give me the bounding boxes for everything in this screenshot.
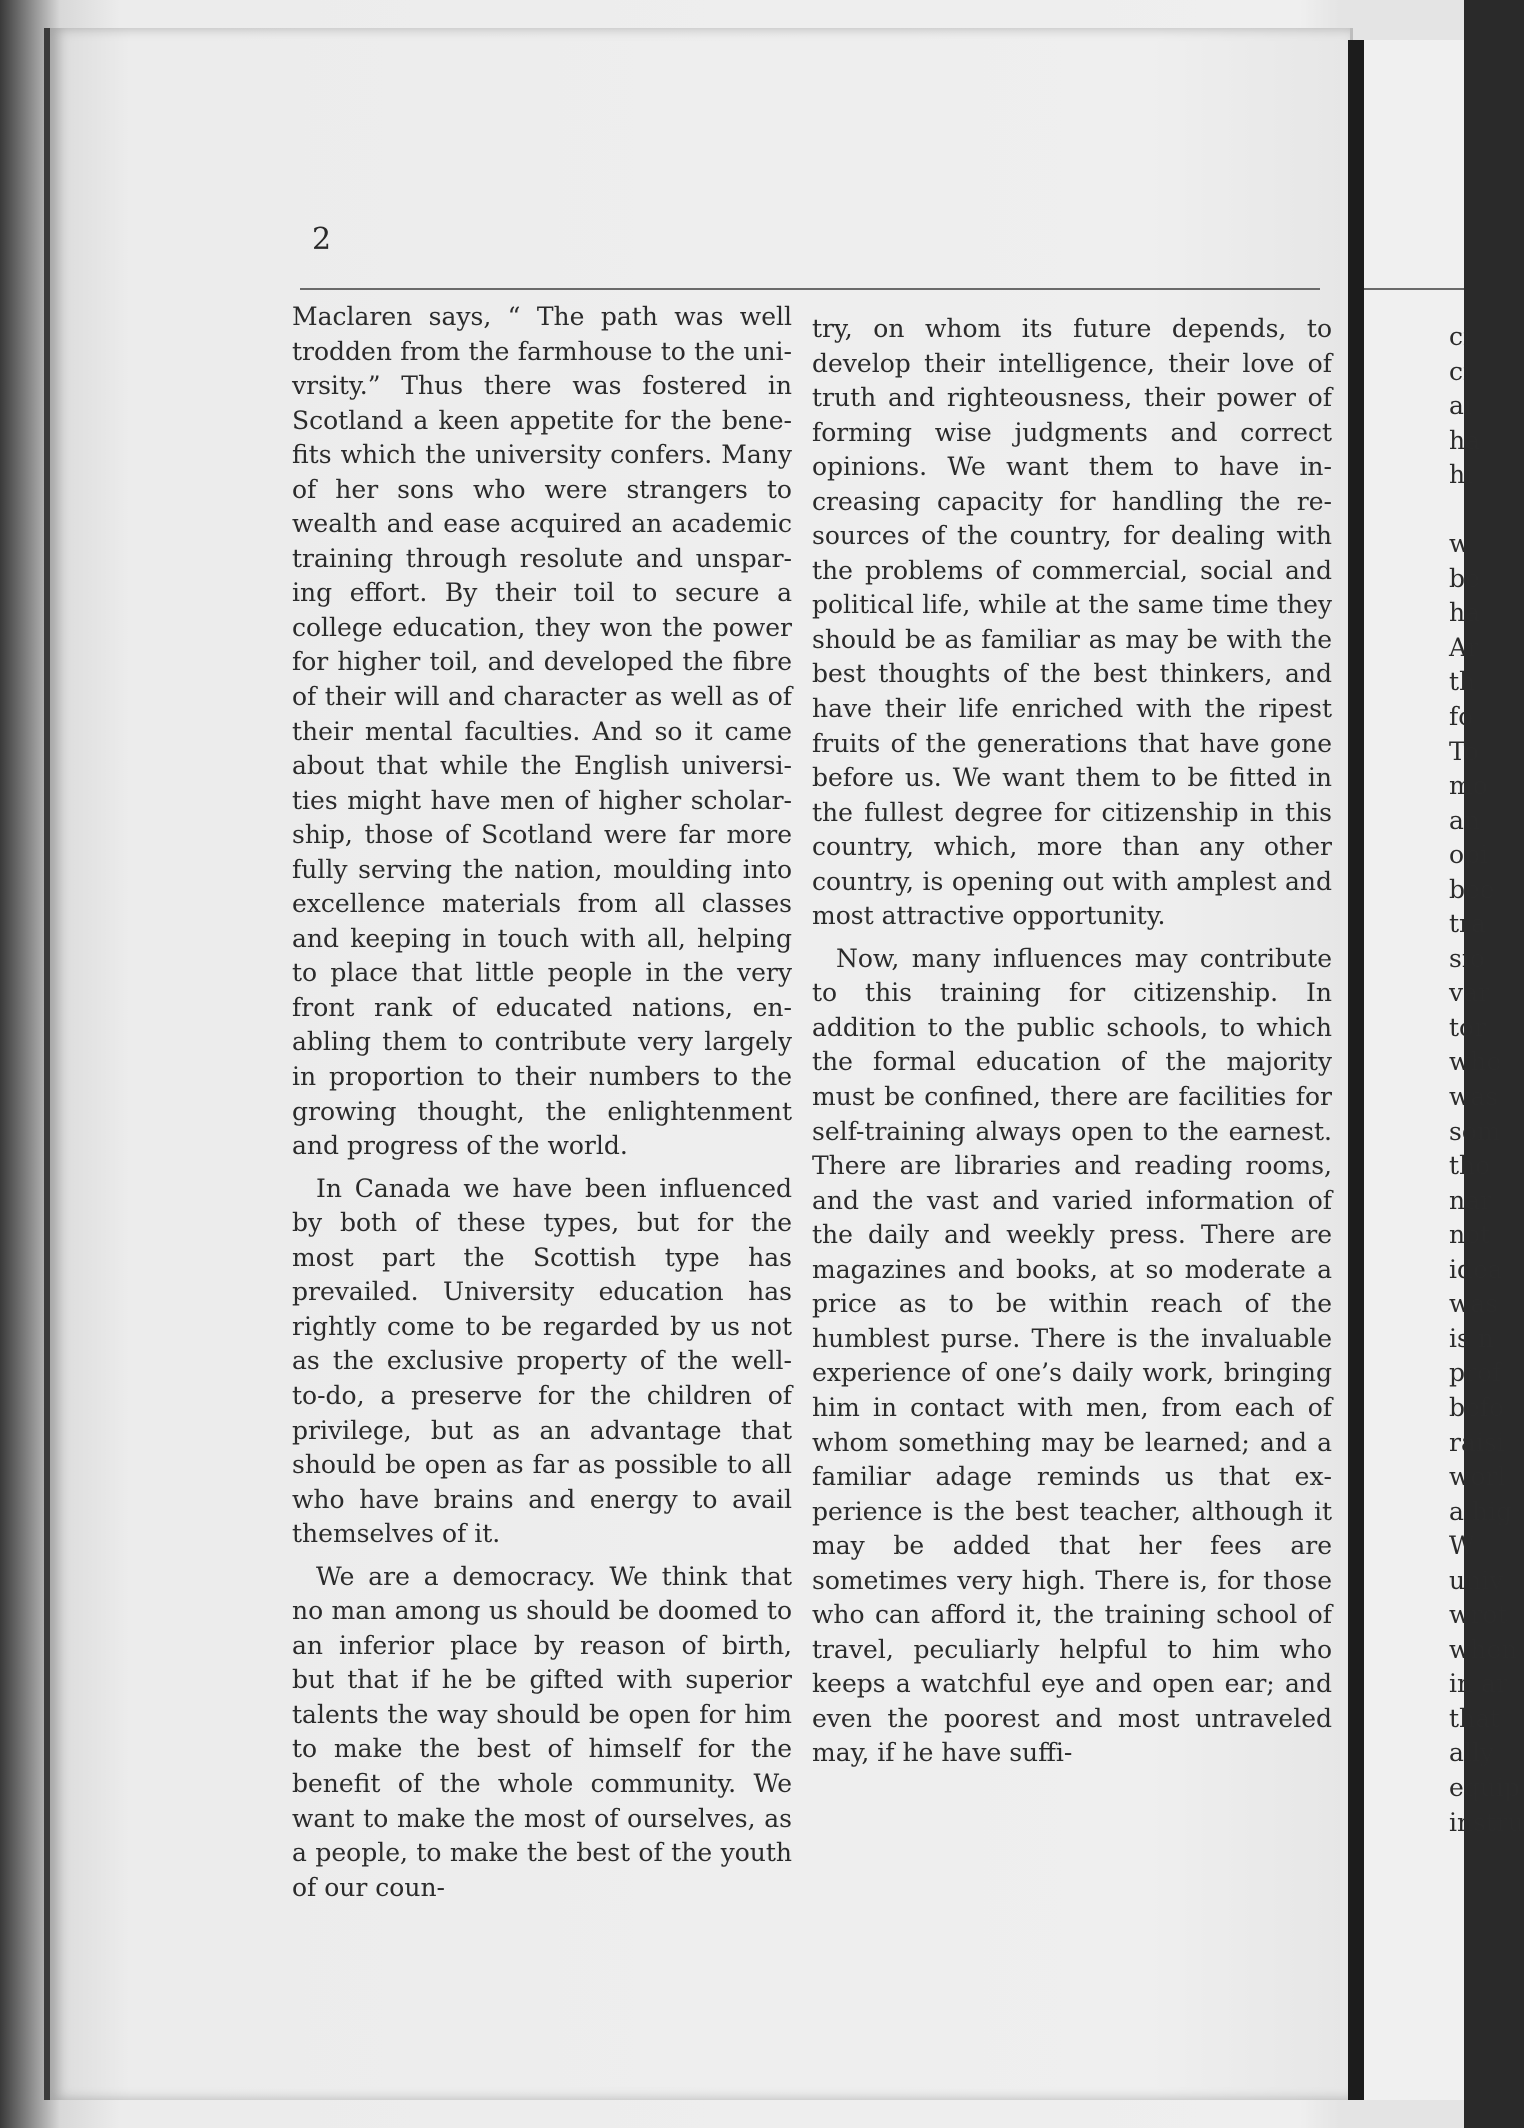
next-page-fragment: var xyxy=(1449,978,1490,1008)
next-page-fragment: prof xyxy=(1449,1358,1502,1388)
next-page-fragment: be xyxy=(1449,563,1480,593)
next-page-fragment: was xyxy=(1449,1082,1499,1112)
next-page-fragment: in ar xyxy=(1449,1669,1508,1699)
paragraph: In Canada we have been influenced by both of these types, but for the most part the Scottish type has prevailed. University education has rightly come to be regarded by us not as the exclusive property of the well-to-do, a preserve for the children of privilege, but as an advantage that should be open as far as possible to all who have brains and energy to avail themselves of it. xyxy=(292,1173,792,1549)
next-page-fragment: mo xyxy=(1449,771,1488,801)
page-number: 2 xyxy=(312,222,332,257)
next-page-fragment xyxy=(1449,493,1524,528)
next-page-fragment: that xyxy=(1449,1703,1501,1733)
next-page-fragment: raisi xyxy=(1449,1427,1505,1457)
next-page-fragment: ci xyxy=(1449,322,1471,351)
next-page-fragment: w xyxy=(1449,529,1471,559)
header-rule xyxy=(300,288,1320,290)
next-page-fragment: opi xyxy=(1449,840,1489,870)
next-page-fragment: worl xyxy=(1449,1462,1506,1492)
left-column xyxy=(292,300,792,1913)
paragraph: try, on whom its future depends, to develop their intelligence, their love of truth and righteousness, their power of forming wise judgments and correct opinions. We want them to have increasing capacity for handling the resources of the country, for dealing with the problems of commercial, social and political life, while at the same time they should be as familiar as may be with the best thoughts of the best thinkers, and have their life enriched with the ripest fruits of the generations that have gone before us. We want them to be fitted in the fullest degree for citizenship in this country, which, more than any other country, is opening out with amplest and most attractive opportunity. xyxy=(812,314,1332,931)
next-page-header-rule xyxy=(1364,288,1464,290)
next-page-fragment: sio xyxy=(1449,943,1485,973)
right-column xyxy=(812,312,1332,1779)
next-page-fragment: an xyxy=(1449,805,1481,835)
next-page-fragment: To xyxy=(1449,736,1479,766)
next-page-fragment: th xyxy=(1449,667,1476,697)
paragraph: Now, many influences may contribute to this training for citizenship. In addition to the public schools, to which the formal education of the majority must be confined, there are facilities for self-training always open to the earnest. There are libraries and reading rooms, and the vast and varied information of the daily and weekly press. There are magazines and books, at so moderate a price as to be within reach of the humblest purse. There is the invaluable experience of one’s daily work, bringing him in contact with men, from each of whom something may be learned; and a familiar adage reminds us that experience is the best teacher, although it may be added that her fees are sometimes very high. There is, for those who can afford it, the training school of travel, peculiarly helpful to him who keeps a watchful eye and open ear; and even the poorest and most untraveled may, if he have suffi- xyxy=(812,943,1332,1768)
next-page-fragment: Ar xyxy=(1449,632,1480,662)
next-page-fragment: cı xyxy=(1449,356,1471,386)
next-page-fragment: wrot xyxy=(1449,1600,1508,1630)
next-page-text-fragments xyxy=(1449,320,1524,1840)
paragraph: Maclaren says, “ The path was well trodden from the farmhouse to the univrsity.” Thus there was fostered in Scotland a keen appetite for the benefits which the university confers. Many of her sons who were strangers to wealth and ease acquired an academic training through resolute and unsparing effort. By their toil to secure a college education, they won the power for higher toil, and developed the fibre of their will and character as well as of their mental faculties. And so it came about that while the English universities might have men of higher scholarship, those of Scotland were far more fully serving the nation, moulding into excellence materials from all classes and keeping in touch with all, helping to place that little people in the very front rank of educated nations, enabling them to contribute very largely in proportion to their numbers to the growing thought, the enlightenment and progress of the world. xyxy=(292,302,792,1161)
next-page-fragment: ha xyxy=(1449,425,1481,455)
next-page-fragment: tra xyxy=(1449,909,1486,939)
next-page-fragment: W xyxy=(1449,1531,1475,1561)
next-page-fragment: a hig xyxy=(1449,1496,1512,1526)
book-gutter xyxy=(1348,40,1364,2100)
next-page-fragment: befo xyxy=(1449,1392,1505,1422)
next-page-fragment: ha xyxy=(1449,598,1481,628)
next-page-fragment: som xyxy=(1449,1116,1501,1146)
next-page-fragment: whe xyxy=(1449,1047,1502,1077)
next-page-fragment: nar xyxy=(1449,1185,1492,1215)
next-page-fragment: not xyxy=(1449,1220,1491,1250)
next-page-fragment: was xyxy=(1449,1289,1499,1319)
next-page-fragment: is n xyxy=(1449,1323,1494,1353)
next-page-fragment: bee xyxy=(1449,874,1495,904)
next-page-fragment: tho xyxy=(1449,1151,1491,1181)
next-page-fragment: ally xyxy=(1449,1738,1495,1768)
next-page-fragment: hi xyxy=(1449,460,1474,490)
next-page-fragment: aı xyxy=(1449,391,1472,421)
next-page-fragment: univ xyxy=(1449,1565,1504,1595)
paragraph: We are a democracy. We think that no man among us should be doomed to an inferior place by reason of birth, but that if he be gifted with superior talents the way should be open for him to make the best of himself for the benefit of the whole community. We want to make the most of ourselves, as a people, to make the best of the youth of our coun- xyxy=(292,1561,792,1902)
next-page-fragment: idea xyxy=(1449,1254,1503,1284)
next-page-fragment: instru xyxy=(1449,1807,1524,1837)
next-page-fragment: equip xyxy=(1449,1772,1520,1802)
next-page-fragment: tor xyxy=(1449,1012,1487,1042)
next-page-fragment: when xyxy=(1449,1634,1518,1664)
next-page-fragment: fo xyxy=(1449,702,1474,732)
